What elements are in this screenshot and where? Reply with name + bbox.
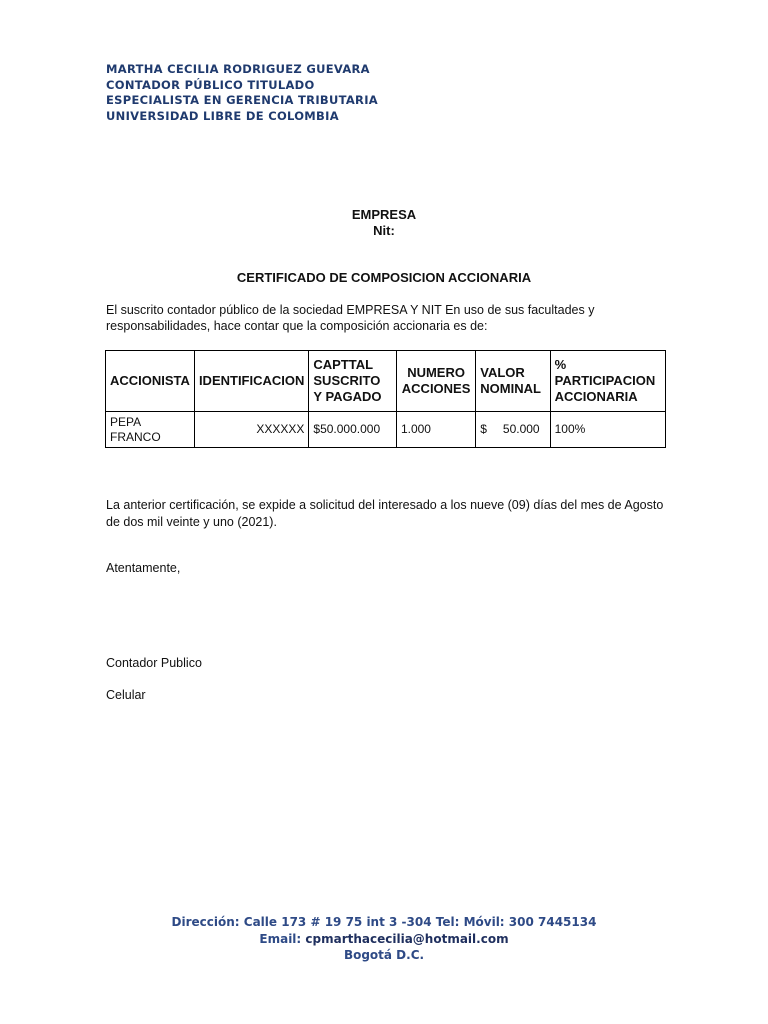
letterhead-specialization: ESPECIALISTA EN GERENCIA TRIBUTARIA	[106, 93, 378, 107]
cell-identificacion: XXXXXX	[194, 412, 308, 448]
company-nit: Nit:	[373, 223, 395, 238]
cell-valor-nominal	[476, 412, 550, 448]
table-row	[106, 412, 666, 448]
header-capital: CAPTTAL SUSCRITO Y PAGADO	[309, 351, 397, 412]
footer-email-value: cpmarthacecilia@hotmail.com	[305, 931, 509, 946]
cell-accionista: PEPA FRANCO	[106, 412, 195, 448]
header-accionista: ACCIONISTA	[106, 351, 195, 412]
letterhead-university: UNIVERSIDAD LIBRE DE COLOMBIA	[106, 108, 339, 123]
footer-address: Dirección: Calle 173 # 19 75 int 3 -304 Tel: Móvil: 300 7445134	[171, 915, 597, 929]
salutation: Atentamente,	[106, 561, 181, 575]
header-participacion: % PARTICIPACION ACCIONARIA	[550, 351, 665, 412]
cell-numero-acciones: 1.000	[396, 412, 475, 448]
header-valor-nominal: VALOR NOMINAL	[476, 351, 550, 412]
header-identificacion: IDENTIFICACION	[194, 351, 308, 412]
closing-statement: La anterior certificación, se expide a solicitud del interesado a los nueve (09) días del mes de Agosto de dos mil veinte y uno (2021).	[106, 498, 664, 529]
shareholding-table	[105, 350, 666, 448]
company-name: EMPRESA	[351, 207, 417, 222]
footer-email-line	[0, 931, 768, 948]
phone-label: Celular	[106, 688, 146, 702]
company-block	[0, 207, 768, 239]
footer-email-label: Email:	[259, 931, 302, 946]
valor-currency: $	[480, 422, 487, 436]
letterhead-name: MARTHA CECILIA RODRIGUEZ GUEVARA	[106, 62, 370, 76]
valor-amount: 50.000	[502, 422, 540, 436]
footer-city: Bogotá D.C.	[343, 948, 425, 962]
certificate-title: CERTIFICADO DE COMPOSICION ACCIONARIA	[236, 270, 532, 285]
table-header-row	[106, 351, 666, 412]
header-numero-acciones: NUMERO ACCIONES	[396, 351, 475, 412]
cell-participacion: 100%	[550, 412, 665, 448]
footer	[0, 914, 768, 964]
letterhead	[106, 62, 378, 124]
signature-title: Contador Publico	[106, 656, 202, 670]
intro-paragraph: El suscrito contador público de la sociedad EMPRESA Y NIT En uso de sus facultades y responsabilidades, hace contar que la composición accionaria es de:	[106, 303, 595, 333]
cell-capital: $50.000.000	[309, 412, 397, 448]
letterhead-profession: CONTADOR PÚBLICO TITULADO	[106, 77, 315, 92]
